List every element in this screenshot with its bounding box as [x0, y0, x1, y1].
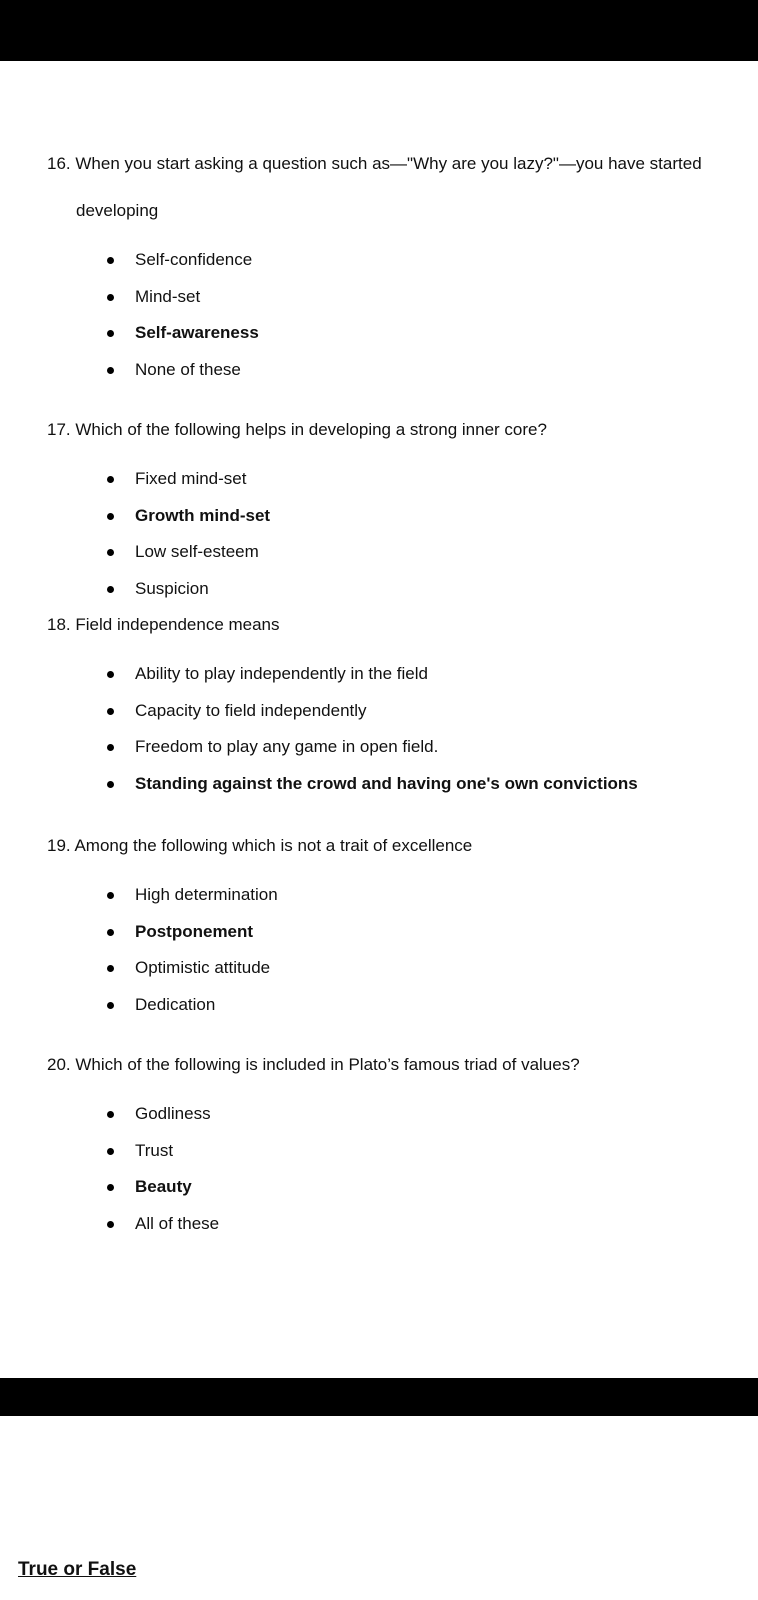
options-list-20: [0, 1096, 758, 1242]
question-18: [47, 601, 737, 648]
option-item: Trust: [0, 1133, 758, 1170]
option-item: Freedom to play any game in open field.: [0, 729, 758, 766]
option-item: Capacity to field independently: [0, 693, 758, 730]
bullet-icon: [107, 1184, 114, 1191]
option-item: Mind-set: [0, 279, 758, 316]
bullet-icon: [107, 513, 114, 520]
bullet-icon: [107, 1221, 114, 1228]
option-item: Low self-esteem: [0, 534, 758, 571]
option-item-correct: Beauty: [0, 1169, 758, 1206]
question-number: 18.: [47, 615, 71, 634]
bullet-icon: [107, 586, 114, 593]
question-text: Which of the following helps in developing a strong inner core?: [75, 420, 547, 439]
question-17: [47, 406, 737, 453]
option-item: Optimistic attitude: [0, 950, 758, 987]
question-number: 17.: [47, 420, 71, 439]
option-item: Godliness: [0, 1096, 758, 1133]
bullet-icon: [107, 671, 114, 678]
bullet-icon: [107, 965, 114, 972]
option-item-correct: Standing against the crowd and having one's own convictions: [0, 766, 758, 803]
question-16-continuation: developing: [76, 201, 159, 220]
bullet-icon: [107, 367, 114, 374]
option-item: Suspicion: [0, 571, 758, 608]
option-item-correct: Self-awareness: [0, 315, 758, 352]
bullet-icon: [107, 781, 114, 788]
option-item: Ability to play independently in the field: [0, 656, 758, 693]
question-number: 16.: [47, 154, 71, 173]
question-text: When you start asking a question such as—"Why are you lazy?"—you have started: [75, 154, 702, 173]
bullet-icon: [107, 294, 114, 301]
options-list-18: [0, 656, 758, 802]
option-item: Self-confidence: [0, 242, 758, 279]
bullet-icon: [107, 929, 114, 936]
option-item: All of these: [0, 1206, 758, 1243]
question-number: 20.: [47, 1055, 71, 1074]
option-item: Dedication: [0, 987, 758, 1024]
section-heading-true-or-false: True or False: [18, 1559, 137, 1580]
question-19: [47, 822, 737, 869]
bullet-icon: [107, 330, 114, 337]
bullet-icon: [107, 744, 114, 751]
question-text: Which of the following is included in Plato’s famous triad of values?: [75, 1055, 580, 1074]
bullet-icon: [107, 257, 114, 264]
top-redaction-bar: [0, 0, 758, 61]
bullet-icon: [107, 549, 114, 556]
bullet-icon: [107, 708, 114, 715]
bullet-icon: [107, 1002, 114, 1009]
options-list-17: [0, 461, 758, 607]
question-20: [47, 1041, 737, 1088]
option-item: Fixed mind-set: [0, 461, 758, 498]
option-item: High determination: [0, 877, 758, 914]
question-text: Field independence means: [75, 615, 280, 634]
middle-redaction-bar: [0, 1378, 758, 1416]
bullet-icon: [107, 1111, 114, 1118]
question-16: [47, 140, 737, 187]
options-list-16: [0, 242, 758, 388]
question-text: Among the following which is not a trait of excellence: [74, 836, 473, 855]
question-number: 19.: [47, 836, 71, 855]
option-item: None of these: [0, 352, 758, 389]
bullet-icon: [107, 476, 114, 483]
option-item-correct: Postponement: [0, 914, 758, 951]
option-item-correct: Growth mind-set: [0, 498, 758, 535]
bullet-icon: [107, 892, 114, 899]
bullet-icon: [107, 1148, 114, 1155]
options-list-19: [0, 877, 758, 1023]
